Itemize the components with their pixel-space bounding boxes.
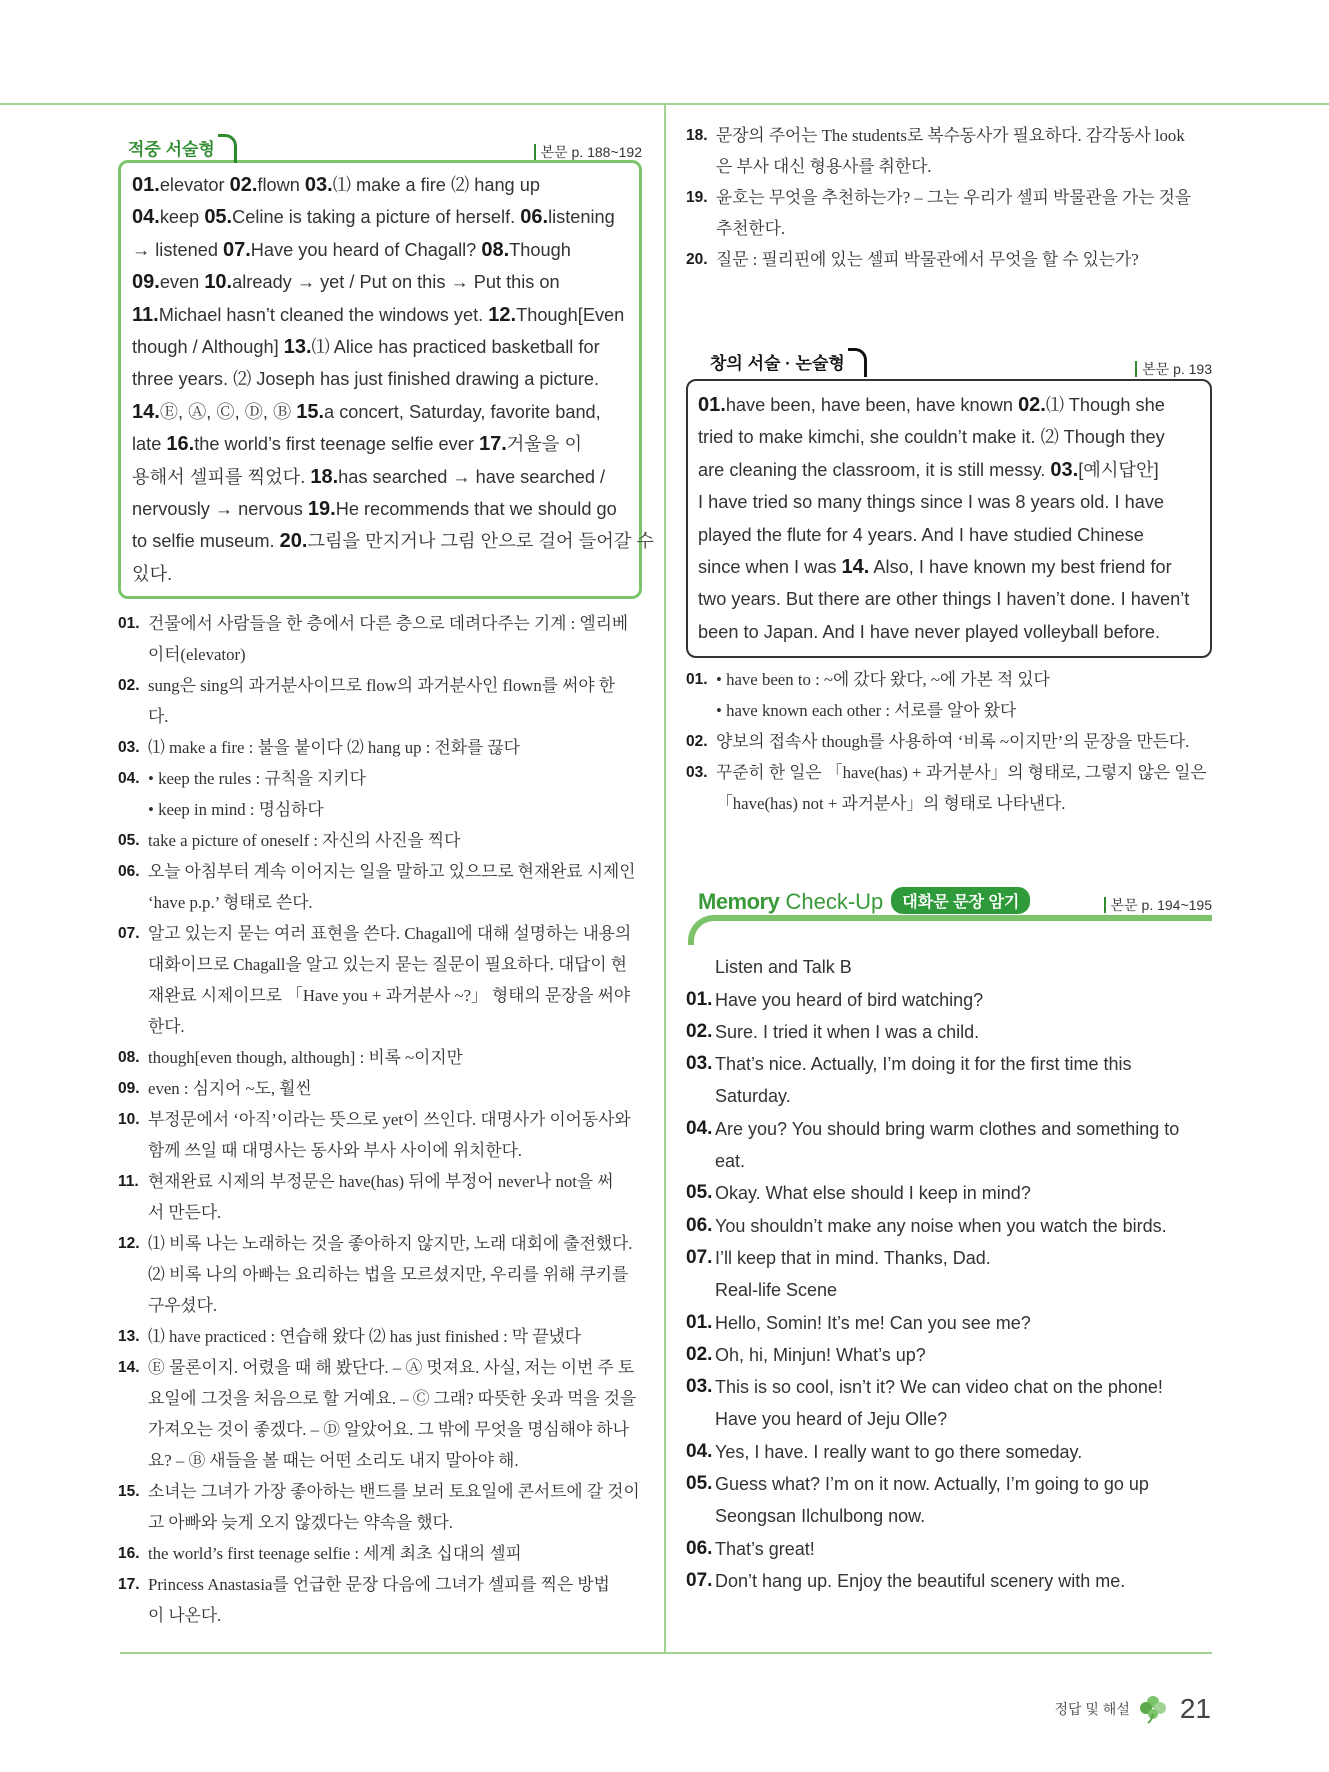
dialogue-number <box>686 1080 715 1112</box>
explanation-line: 요일에 그것을 처음으로 할 거예요. – Ⓒ 그래? 따뜻한 옷과 먹을 것을 <box>148 1389 637 1409</box>
answer-line: played the flute for 4 years. And I have studied Chinese <box>698 524 1144 545</box>
answer-line: nervously → nervous 19.He recommends that we should go <box>132 498 617 521</box>
dialogue-text: That’s great! <box>715 1538 815 1559</box>
explanation-line: 다. <box>148 707 169 727</box>
answer-line: 용해서 셀피를 찍었다. 18.has searched → have searched / <box>132 465 606 488</box>
explanation-text <box>148 1073 642 1104</box>
explanation-line: though[even though, although] : 비록 ~이지만 <box>148 1048 463 1068</box>
explanation-text <box>148 1569 642 1631</box>
explanation-line: 고 아빠와 늦게 오지 않겠다는 약속을 했다. <box>148 1513 453 1533</box>
explanation-text <box>716 120 1212 182</box>
explanation-line: 재완료 시제이므로 「Have you + 과거분사 ~?」 형태의 문장을 써야 <box>148 986 631 1006</box>
dialogue-number: 03. <box>686 1053 713 1075</box>
dialogue-line <box>686 1468 1212 1500</box>
dialogue-line <box>686 1565 1212 1597</box>
explanation-text <box>716 757 1212 819</box>
explanation-item <box>686 120 1212 182</box>
section-header-creative <box>686 345 1212 379</box>
explanation-item <box>118 1321 642 1352</box>
explanations-list <box>118 608 642 1631</box>
dialogue-line <box>686 1177 1212 1209</box>
explanation-text <box>148 732 642 763</box>
explanation-text <box>148 1042 642 1073</box>
explanation-item <box>118 1073 642 1104</box>
explanation-line: 오늘 아침부터 계속 이어지는 일을 말하고 있으므로 현재완료 시제인 <box>148 862 636 882</box>
explanation-line: 요? – Ⓑ 새들을 볼 때는 어떤 소리도 내지 말아야 해. <box>148 1451 519 1471</box>
explanation-number: 16. <box>118 1545 140 1563</box>
dialogue-text: eat. <box>715 1151 746 1172</box>
explanation-number: 17. <box>118 1576 140 1594</box>
explanation-item <box>118 732 642 763</box>
explanation-text <box>148 1104 642 1166</box>
dialogue-text: Don’t hang up. Enjoy the beautiful scenery with me. <box>715 1570 1126 1591</box>
explanation-line: ⑴ make a fire : 불을 붙이다 ⑵ hang up : 전화를 끊다 <box>148 738 520 758</box>
explanation-line: 윤호는 무엇을 추천하는가? – 그는 우리가 셀피 박물관을 가는 것을 <box>716 188 1192 207</box>
explanation-item <box>118 1042 642 1073</box>
dialogue-line <box>686 1210 1212 1242</box>
answer-line: three years. ⑵ Joseph has just finished drawing a picture. <box>132 369 600 390</box>
explanation-item <box>118 608 642 670</box>
explanation-number: 01. <box>118 615 140 633</box>
explanation-line: 한다. <box>148 1017 185 1037</box>
explanation-line: 양보의 접속사 though를 사용하여 ‘비록 ~이지만’의 문장을 만든다. <box>716 732 1190 752</box>
dialogue-number: 06. <box>686 1537 713 1559</box>
dialogue-line <box>686 984 1212 1016</box>
answer-line: late 16.the world’s first teenage selfie ever 17.거울을 이 <box>132 433 583 456</box>
explanation-number: 01. <box>686 671 708 689</box>
explanation-line: 꾸준히 한 일은 「have(has) + 과거분사」의 형태로, 그렇지 않은 일은 <box>716 763 1207 783</box>
dialogue-line <box>686 1533 1212 1565</box>
memory-title-bold: Memory <box>698 889 780 915</box>
explanation-number: 03. <box>686 764 708 782</box>
dialogue-number: 02. <box>686 1343 713 1365</box>
dialogue-text: Oh, hi, Minjun! What’s up? <box>715 1344 926 1365</box>
explanation-text <box>148 763 642 825</box>
dialogue-number: 05. <box>686 1182 713 1204</box>
dialogue-number: 01. <box>686 1311 713 1333</box>
explanation-text <box>716 182 1212 244</box>
explanation-number: 08. <box>118 1049 140 1067</box>
explanation-line: 추천한다. <box>716 219 786 238</box>
dialogue-line <box>686 1339 1212 1371</box>
explanation-line: 질문 : 필리핀에 있는 셀피 박물관에서 무엇을 할 수 있는가? <box>716 250 1139 269</box>
memory-checkup-header <box>686 885 1212 937</box>
explanation-number: 14. <box>118 1359 140 1377</box>
dialogue-number: 04. <box>686 1117 713 1139</box>
dialogue-text: This is so cool, isn’t it? We can video chat on the phone! <box>715 1377 1163 1398</box>
explanation-item <box>118 670 642 732</box>
explanation-item <box>118 918 642 1042</box>
dialogue-line <box>686 1403 1212 1435</box>
answer-line: I have tried so many things since I was 8 years old. I have <box>698 492 1165 513</box>
answer-box <box>118 160 654 599</box>
answer-line: two years. But there are other things I haven’t done. I haven’t <box>698 589 1190 610</box>
explanation-number: 06. <box>118 863 140 881</box>
answer-line: 01.elevator 02.flown 03.⑴ make a fire ⑵ hang up <box>132 174 540 196</box>
memory-title <box>698 887 1030 915</box>
answer-line: to selfie museum. 20.그림을 만지거나 그림 안으로 걸어 들어갈 수 <box>132 530 654 553</box>
explanation-item <box>118 825 642 856</box>
explanation-line: • keep the rules : 규칙을 지키다 <box>148 769 366 789</box>
dialogue-text: Yes, I have. I really want to go there someday. <box>715 1441 1083 1462</box>
page-footer <box>1054 1693 1211 1725</box>
explanation-line: ⑴ have practiced : 연습해 왔다 ⑵ has just finished : 막 끝냈다 <box>148 1327 581 1347</box>
explanation-text <box>148 856 642 918</box>
explanation-line: 문장의 주어는 The students로 복수동사가 필요하다. 감각동사 look <box>716 126 1185 145</box>
memory-page-ref: 본문 p. 194~195 <box>1104 897 1212 913</box>
explanation-number: 13. <box>118 1328 140 1346</box>
dialogue-line <box>686 1145 1212 1177</box>
dialogue-number: 02. <box>686 1020 713 1042</box>
dialogue-text: I’ll keep that in mind. Thanks, Dad. <box>715 1247 991 1268</box>
creative-page-ref: 본문 p. 193 <box>1135 361 1212 377</box>
explanation-line: 함께 쓰일 때 대명사는 동사와 부사 사이에 위치한다. <box>148 1141 522 1161</box>
explanation-line: 소녀는 그녀가 가장 좋아하는 밴드를 보러 토요일에 콘서트에 갈 것이 <box>148 1482 640 1502</box>
explanation-text <box>148 1228 642 1321</box>
dialogue-text: Seongsan Ilchulbong now. <box>715 1506 926 1527</box>
creative-explanations <box>686 664 1212 819</box>
explanation-line: 서 만든다. <box>148 1203 222 1223</box>
dialogue-text: You shouldn’t make any noise when you watch the birds. <box>715 1215 1167 1236</box>
dialogue-text: Are you? You should bring warm clothes and something to <box>715 1118 1180 1139</box>
answer-line: tried to make kimchi, she couldn’t make it. ⑵ Though they <box>698 427 1165 448</box>
creative-answer-box <box>686 379 1212 658</box>
explanation-number: 20. <box>686 251 708 268</box>
dialogue-number: 01. <box>686 988 713 1010</box>
right-column <box>686 120 1212 1597</box>
memory-badge: 대화문 문장 암기 <box>891 887 1030 914</box>
memory-body <box>686 951 1212 1597</box>
explanation-line: 이 나온다. <box>148 1606 222 1626</box>
creative-section-title: 창의 서술 · 논술형 <box>710 348 867 376</box>
explanation-line: ‘have p.p.’ 형태로 쓴다. <box>148 893 313 913</box>
explanation-text <box>148 1321 642 1352</box>
explanation-line: 건물에서 사람들을 한 층에서 다른 층으로 데려다주는 기계 : 엘리베 <box>148 614 629 634</box>
page-number: 21 <box>1179 1693 1211 1724</box>
explanation-line: 이터(elevator) <box>148 645 246 665</box>
answer-line: are cleaning the classroom, it is still messy. 03.[예시답안] <box>698 458 1159 481</box>
dialogue-text: Okay. What else should I keep in mind? <box>715 1183 1031 1204</box>
explanation-text <box>716 244 1212 275</box>
explanation-item <box>118 1476 642 1538</box>
explanation-number: 04. <box>118 770 140 788</box>
footer-label: 정답 및 해설 <box>1054 1701 1130 1717</box>
dialogue-section-title: Listen and Talk B <box>715 957 852 978</box>
dialogue-line <box>686 1436 1212 1468</box>
dialogue-number: 06. <box>686 1214 713 1236</box>
dialogue-number <box>686 1500 715 1532</box>
explanation-line: Princess Anastasia를 언급한 문장 다음에 그녀가 셀피를 찍은 방법 <box>148 1575 610 1595</box>
dialogue-number: 07. <box>686 1569 713 1591</box>
section-header-written <box>118 120 642 160</box>
explanation-number: 09. <box>118 1080 140 1098</box>
dialogue-number <box>686 1403 715 1435</box>
explanation-item <box>118 1352 642 1476</box>
explanation-item <box>118 1538 642 1569</box>
explanation-item <box>118 763 642 825</box>
section-page-ref: 본문 p. 188~192 <box>534 144 642 160</box>
dialogue-line <box>686 1307 1212 1339</box>
dialogue-text: Guess what? I’m on it now. Actually, I’m going to go up <box>715 1474 1149 1494</box>
answer-line: though / Although] 13.⑴ Alice has practiced basketball for <box>132 336 600 359</box>
explanation-line: 알고 있는지 묻는 여러 표현을 쓴다. Chagall에 대해 설명하는 내용의 <box>148 924 632 944</box>
answer-line: 04.keep 05.Celine is taking a picture of herself. 06.listening <box>132 206 615 229</box>
explanation-number: 10. <box>118 1111 140 1129</box>
explanation-number: 12. <box>118 1235 140 1253</box>
explanation-item <box>686 244 1212 275</box>
dialogue-number <box>686 1145 715 1177</box>
explanation-number: 11. <box>118 1173 139 1191</box>
explanation-number: 07. <box>118 925 140 943</box>
dialogue-number: 04. <box>686 1440 713 1462</box>
explanation-line: ⑴ 비록 나는 노래하는 것을 좋아하지 않지만, 노래 대회에 출전했다. <box>148 1234 633 1254</box>
explanation-text <box>148 825 642 856</box>
explanation-text <box>716 726 1212 757</box>
dialogue-text: Saturday. <box>715 1086 791 1107</box>
explanation-text <box>148 608 642 670</box>
dialogue-line <box>686 1113 1212 1145</box>
explanation-line: the world’s first teenage selfie : 세계 최초 십대의 셀피 <box>148 1544 522 1564</box>
explanation-text <box>148 1166 642 1228</box>
explanation-number: 18. <box>686 127 708 144</box>
explanation-line: even : 심지어 ~도, 훨씬 <box>148 1079 312 1099</box>
dialogue-number: 05. <box>686 1473 713 1494</box>
dialogue-number: 03. <box>686 1376 713 1398</box>
explanation-item <box>118 1228 642 1321</box>
dialogue-line <box>686 1371 1212 1403</box>
explanation-number: 02. <box>686 733 708 751</box>
explanation-line: 구우셨다. <box>148 1296 218 1316</box>
explanation-text <box>148 1476 642 1538</box>
column-divider <box>664 105 666 1653</box>
bottom-rule <box>120 1652 1212 1654</box>
explanation-number: 02. <box>118 677 140 695</box>
answer-line: 01.have been, have been, have known 02.⑴ Though she <box>698 394 1165 416</box>
dialogue-line <box>686 1016 1212 1048</box>
explanation-item <box>686 757 1212 819</box>
explanation-number: 03. <box>118 739 140 757</box>
explanation-line: 부정문에서 ‘아직’이라는 뜻으로 yet이 쓰인다. 대명사가 이어동사와 <box>148 1110 631 1130</box>
explanation-line: 은 부사 대신 형용사를 취한다. <box>716 157 932 176</box>
explanation-number: 19. <box>686 189 708 206</box>
explanation-item <box>686 182 1212 244</box>
dialogue-section-title: Real-life Scene <box>715 1280 838 1301</box>
memory-title-light: Check-Up <box>779 889 884 915</box>
dialogue-text: Have you heard of Jeju Olle? <box>715 1409 948 1430</box>
dialogue-text: That’s nice. Actually, I’m doing it for the first time this <box>715 1054 1132 1075</box>
explanation-line: 가져오는 것이 좋겠다. – Ⓓ 알았어요. 그 밖에 무엇을 명심해야 하나 <box>148 1420 629 1440</box>
dialogue-text: Sure. I tried it when I was a child. <box>715 1021 980 1042</box>
explanation-text <box>716 664 1212 726</box>
explanation-line: ⑵ 비록 나의 아빠는 요리하는 법을 모르셨지만, 우리를 위해 쿠키를 <box>148 1265 629 1285</box>
explanation-number: 05. <box>118 832 140 850</box>
answer-line: 있다. <box>132 563 173 584</box>
answer-line: 11.Michael hasn’t cleaned the windows yet. 12.Though[Even <box>132 303 625 326</box>
explanation-item <box>686 664 1212 726</box>
explanation-line: take a picture of oneself : 자신의 사진을 찍다 <box>148 831 461 851</box>
explanation-line: • have been to : ~에 갔다 왔다, ~에 가본 적 있다 <box>716 670 1050 690</box>
dialogue-line <box>686 1500 1212 1532</box>
explanation-text <box>148 1538 642 1569</box>
explanation-line: sung은 sing의 과거분사이므로 flow의 과거분사인 flown를 써야 한 <box>148 676 615 696</box>
explanation-item <box>118 856 642 918</box>
explanation-line: 「have(has) not + 과거분사」의 형태로 나타낸다. <box>716 794 1066 814</box>
explanation-item <box>118 1166 642 1228</box>
explanation-line: 현재완료 시제의 부정문은 have(has) 뒤에 부정어 never나 not을 써 <box>148 1172 614 1192</box>
dialogue-line <box>686 1242 1212 1274</box>
explanation-item <box>686 726 1212 757</box>
explanation-line: Ⓔ 물론이지. 어렸을 때 해 봤단다. – Ⓐ 멋져요. 사실, 저는 이번 주 토 <box>148 1358 635 1378</box>
answer-line: → listened 07.Have you heard of Chagall? 08.Though <box>132 238 571 261</box>
dialogue-text: Hello, Somin! It’s me! Can you see me? <box>715 1312 1031 1333</box>
explanation-line: • keep in mind : 명심하다 <box>148 800 324 820</box>
section-title: 적중 서술형 <box>128 134 237 162</box>
explanation-number: 15. <box>118 1483 140 1501</box>
answer-line: 09.even 10.already → yet / Put on this → Put this on <box>132 271 560 294</box>
answer-line: been to Japan. And I have never played volleyball before. <box>698 621 1161 642</box>
explanation-text <box>148 918 642 1042</box>
dialogue-number: 07. <box>686 1246 713 1268</box>
explanation-line: • have known each other : 서로를 알아 왔다 <box>716 701 1017 721</box>
answer-line: since when I was 14. Also, I have known my best friend for <box>698 556 1172 579</box>
memory-arc-decoration <box>688 915 1212 945</box>
explanation-item <box>118 1104 642 1166</box>
dialogue-text: Have you heard of bird watching? <box>715 989 984 1010</box>
clover-leaf-icon <box>1138 1694 1168 1724</box>
answer-line: 14.Ⓔ, Ⓐ, Ⓒ, Ⓓ, Ⓑ 15.a concert, Saturday, favorite band, <box>132 400 601 423</box>
left-column <box>118 120 654 1631</box>
dialogue-line <box>686 1048 1212 1080</box>
explanation-text <box>148 670 642 732</box>
dialogue-line <box>686 1080 1212 1112</box>
explanation-item <box>118 1569 642 1631</box>
explanations-continued <box>686 120 1212 275</box>
explanation-line: 대화이므로 Chagall을 알고 있는지 묻는 질문이 필요하다. 대답이 현 <box>148 955 628 975</box>
explanation-text <box>148 1352 642 1476</box>
